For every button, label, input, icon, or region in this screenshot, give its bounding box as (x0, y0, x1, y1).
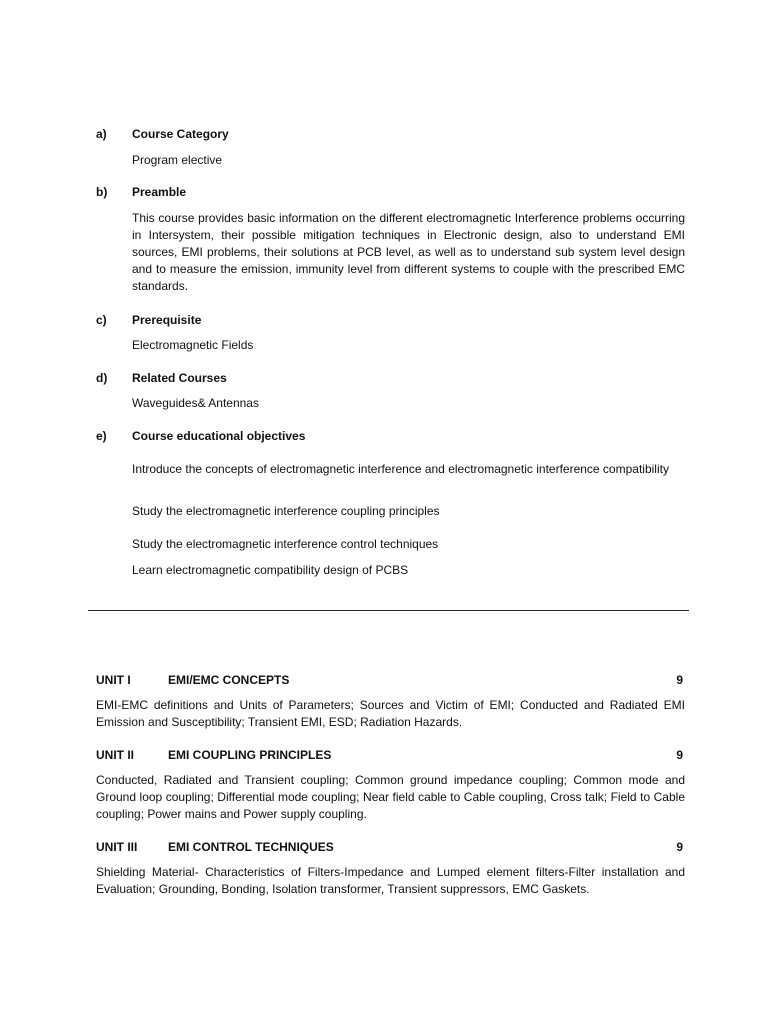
section-letter: b) (96, 185, 108, 199)
section-letter: e) (96, 429, 107, 443)
unit-hours: 9 (676, 748, 683, 762)
objective-item: Introduce the concepts of electromagnetic interference and electromagnetic interference compatibility (132, 462, 669, 476)
objective-item: Study the electromagnetic interference coupling principles (132, 504, 440, 518)
objective-item: Study the electromagnetic interference control techniques (132, 537, 439, 551)
section-heading: Prerequisite (132, 313, 202, 327)
objective-item: Learn electromagnetic compatibility design of PCBS (132, 563, 409, 577)
section-letter: a) (96, 127, 107, 141)
unit-title: EMI CONTROL TECHNIQUES (168, 840, 334, 854)
section-body: This course provides basic information on the different electromagnetic Interference problems occurring in Intersystem, their possible mitigation techniques in Electronic design, also to understand EMI sources, EMI problems, their solutions at PCB level, as well as to understand sub system level design and to measure the emission, immunity level from different systems to couple with the prescribed EMC standards. (132, 211, 685, 293)
unit-description: Conducted, Radiated and Transient coupling; Common ground impedance coupling; Common mode and Ground loop coupling; Differential mode coupling; Near field cable to Cable coupling, Cross talk; Field to Cable coupling; Power mains and Power supply coupling. (96, 773, 685, 821)
section-letter: d) (96, 371, 108, 385)
horizontal-divider (88, 610, 689, 611)
unit-name: UNIT I (96, 673, 131, 687)
unit-title: EMI/EMC CONCEPTS (168, 673, 290, 687)
unit-description: Shielding Material- Characteristics of Filters-Impedance and Lumped element filters-Filter installation and Evaluation; Grounding, Bonding, Isolation transformer, Transient suppressors, EMC Gaskets. (96, 865, 685, 896)
section-heading: Course educational objectives (132, 429, 306, 443)
unit-hours: 9 (676, 840, 683, 854)
unit-name: UNIT II (96, 748, 134, 762)
unit-title: EMI COUPLING PRINCIPLES (168, 748, 332, 762)
section-letter: c) (96, 313, 107, 327)
unit-description: EMI-EMC definitions and Units of Parameters; Sources and Victim of EMI; Conducted and Radiated EMI Emission and Susceptibility; Transient EMI, ESD; Radiation Hazards. (96, 698, 685, 729)
section-heading: Related Courses (132, 371, 227, 385)
section-heading: Preamble (132, 185, 187, 199)
section-body: Electromagnetic Fields (132, 338, 254, 352)
unit-hours: 9 (676, 673, 683, 687)
section-body: Waveguides& Antennas (132, 396, 259, 410)
unit-name: UNIT III (96, 840, 138, 854)
section-heading: Course Category (132, 127, 229, 141)
section-body: Program elective (132, 153, 223, 167)
